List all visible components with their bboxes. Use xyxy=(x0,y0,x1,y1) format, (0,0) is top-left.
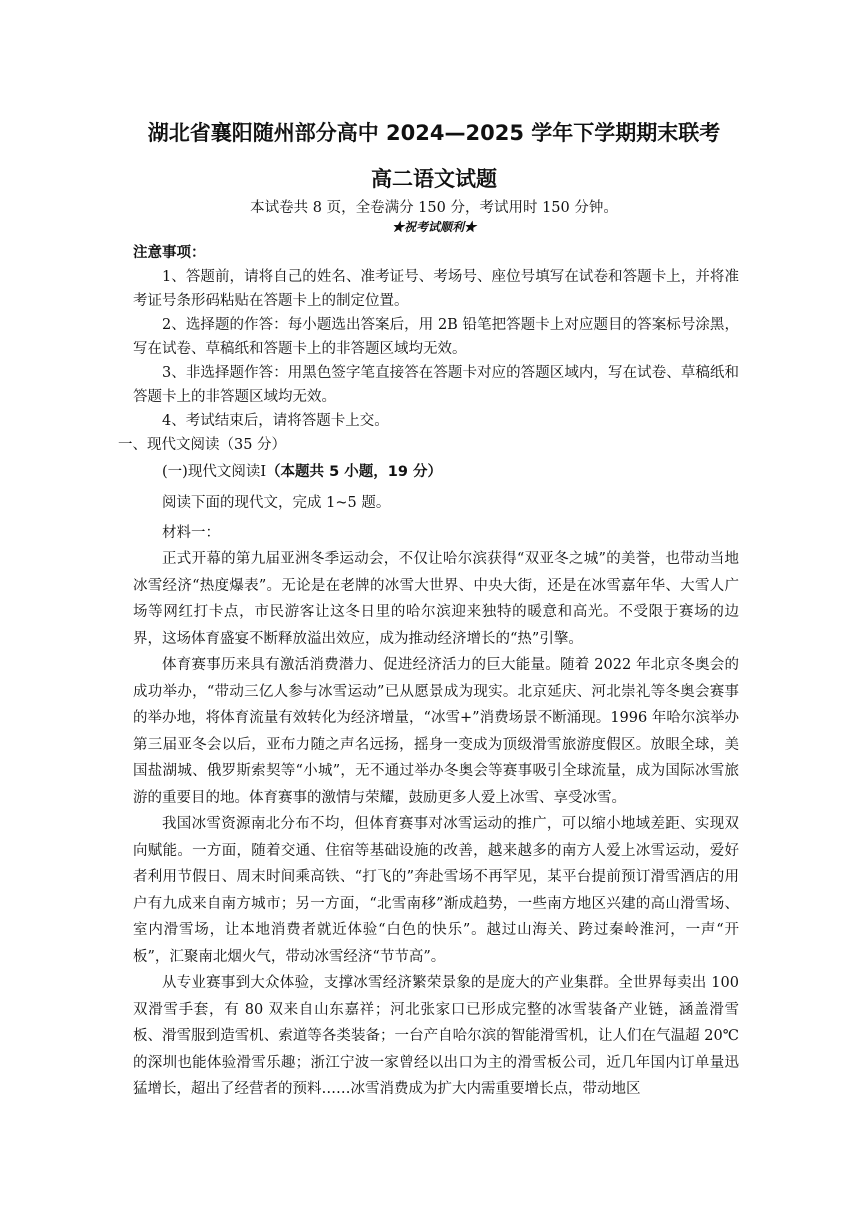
notice-item-2: 2、选择题的作答：每小题选出答案后，用 2B 铅笔把答题卡上对应题目的答案标号涂黑，写在试卷、草稿纸和答题卡上的非答题区域均无效。 xyxy=(133,317,739,357)
notice-item-1: 1、答题前，请将自己的姓名、准考证号、考场号、座位号填写在试卷和答题卡上，并将准考证号条形码粘贴在答题卡上的制定位置。 xyxy=(133,269,739,309)
article-body xyxy=(133,546,739,1103)
notice-list xyxy=(133,265,739,433)
article-paragraph-4: 从专业赛事到大众体验，支撑冰雪经济繁荣景象的是庞大的产业集群。全世界每卖出 100 双滑雪手套，有 80 双来自山东嘉祥；河北张家口已形成完整的冰雪装备产业链，涵盖滑雪板、滑雪服到造雪机、索道等各类装备；一台产自哈尔滨的智能滑雪机，让人们在气温超 20℃的深圳也能体验滑雪乐趣；浙江宁波一家曾经以出口为主的滑雪板公司，近几年国内订单量迅猛增长，超出了经营者的预料……冰雪消费成为扩大内需重要增长点，带动地区 xyxy=(133,975,739,1097)
sub-section-prefix: (一)现代文阅读Ⅰ xyxy=(162,464,267,480)
article-paragraph-3: 我国冰雪资源南北分布不均，但体育赛事对冰雪运动的推广，可以缩小地域差距、实现双向赋能。一方面，随着交通、住宿等基础设施的改善，越来越多的南方人爱上冰雪运动，爱好者利用节假日、周末时间乘高铁、“打飞的”奔赴雪场不再罕见，某平台提前预订滑雪酒店的用户有九成来自南方城市；另一方面，“北雪南移”渐成趋势，一些南方地区兴建的高山滑雪场、室内滑雪场，让本地消费者就近体验“白色的快乐”。越过山海关、跨过秦岭淮河，一声“开板”，汇聚南北烟火气，带动冰雪经济“节节高”。 xyxy=(133,816,739,965)
article-paragraph-1: 正式开幕的第九届亚洲冬季运动会，不仅让哈尔滨获得“双亚冬之城”的美誉，也带动当地冰雪经济“热度爆表”。无论是在老牌的冰雪大世界、中央大街，还是在冰雪嘉年华、大雪人广场等网红打卡点，市民游客让这冬日里的哈尔滨迎来独特的暖意和高光。不受限于赛场的边界，这场体育盛宴不断释放溢出效应，成为推动经济增长的“热”引擎。 xyxy=(133,551,739,647)
sub-section-detail: （本题共 5 小题，19 分） xyxy=(266,464,442,480)
exam-title: 湖北省襄阳随州部分高中 2024—2025 学年下学期期末联考 xyxy=(147,121,721,145)
article-paragraph-2: 体育赛事历来具有激活消费潜力、促进经济活力的巨大能量。随着 2022 年北京冬奥会的成功举办，“带动三亿人参与冰雪运动”已从愿景成为现实。北京延庆、河北崇礼等冬奥会赛事的举办地，将体育流量有效转化为经济增量，“冰雪+”消费场景不断涌现。1996 年哈尔滨举办第三届亚冬会以后，亚布力随之声名远扬，摇身一变成为顶级滑雪旅游度假区。放眼全球，美国盐湖城、俄罗斯索契等“小城”，无不通过举办冬奥会等赛事吸引全球流量，成为国际冰雪旅游的重要目的地。体育赛事的激情与荣耀，鼓励更多人爱上冰雪、享受冰雪。 xyxy=(133,657,739,806)
section-heading: 一、现代文阅读（35 分） xyxy=(118,437,287,453)
exam-wish: ★祝考试顺利★ xyxy=(391,220,476,234)
notice-item-4: 4、考试结束后，请将答题卡上交。 xyxy=(162,413,389,429)
notice-item-3: 3、非选择题作答：用黑色签字笔直接答在答题卡对应的答题区域内，写在试卷、草稿纸和答题卡上的非答题区域均无效。 xyxy=(133,365,739,405)
sub-section-heading xyxy=(162,460,442,481)
exam-subtitle: 高二语文试题 xyxy=(371,167,497,191)
material-label: 材料一： xyxy=(162,525,220,541)
reading-instruction: 阅读下面的现代文，完成 1~5 题。 xyxy=(162,495,391,511)
notice-heading: 注意事项： xyxy=(133,245,206,261)
exam-info: 本试卷共 8 页，全卷满分 150 分，考试用时 150 分钟。 xyxy=(250,200,618,216)
